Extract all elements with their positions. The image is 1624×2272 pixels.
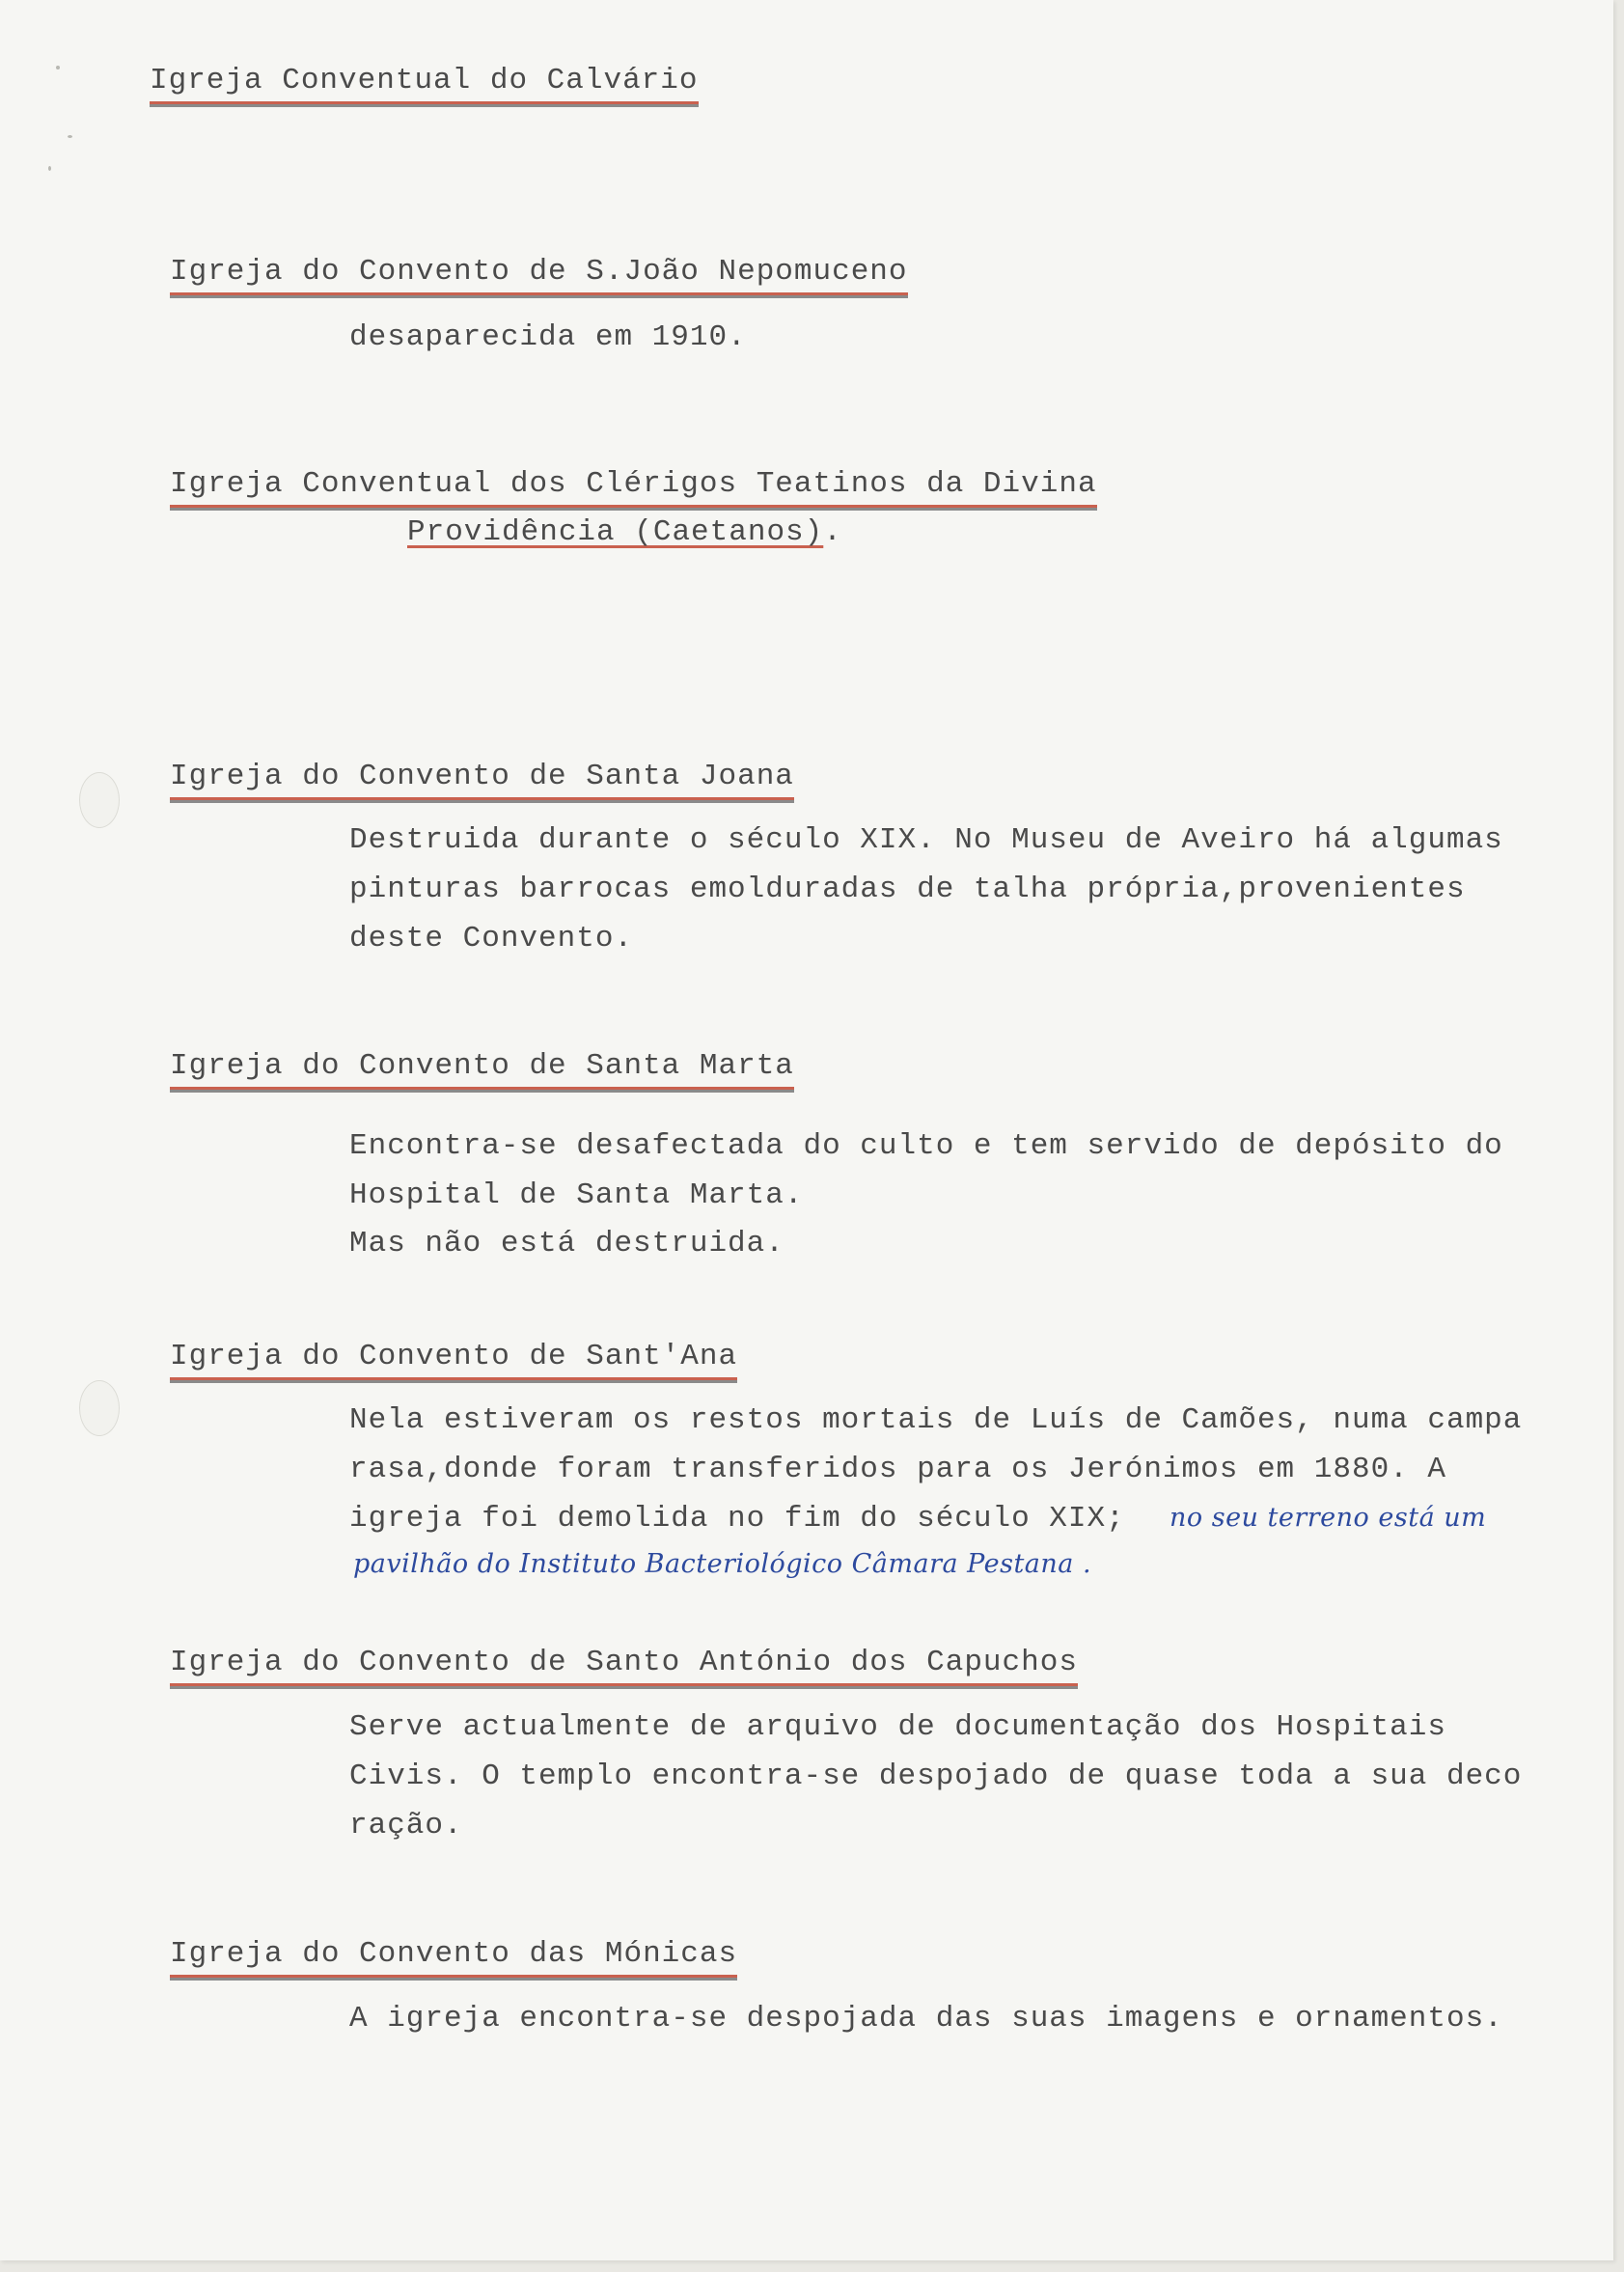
entry-text: A igreja encontra-se despojada das suas imagens e ornamentos. xyxy=(349,2002,1503,2036)
entry-text: Serve actualmente de arquivo de documentação dos Hospitais xyxy=(349,1710,1446,1744)
entry-text: Mas não está destruida. xyxy=(349,1227,784,1261)
paper-speck xyxy=(68,135,72,138)
entry-text: Hospital de Santa Marta. xyxy=(349,1178,804,1212)
entry-heading-continued xyxy=(407,513,842,552)
entry-text: Nela estiveram os restos mortais de Luís de Camões, numa campa xyxy=(349,1403,1523,1437)
entry-heading-line2: Providência (Caetanos) xyxy=(407,515,824,549)
entry-text: igreja foi demolida no fim do século XIX; xyxy=(349,1502,1125,1536)
entry-heading: Igreja do Convento das Mónicas xyxy=(170,1935,737,1978)
entry-text: rasa,donde foram transferidos para os Jerónimos em 1880. A xyxy=(349,1453,1446,1486)
handwritten-note: no seu terreno está um xyxy=(1170,1503,1487,1533)
entry-text: desaparecida em 1910. xyxy=(349,320,747,354)
punch-hole-mark xyxy=(79,1380,120,1436)
entry-text: deste Convento. xyxy=(349,922,634,956)
entry-heading: Igreja do Convento de Santa Joana xyxy=(170,758,794,800)
entry-heading: Igreja do Convento de Sant'Ana xyxy=(170,1338,737,1380)
entry-heading-line2-suffix: . xyxy=(823,515,842,549)
paper-speck xyxy=(48,166,51,171)
entry-text: Civis. O templo encontra-se despojado de quase toda a sua deco xyxy=(349,1759,1523,1793)
entry-text: pinturas barrocas emolduradas de talha própria,provenientes xyxy=(349,873,1466,906)
entry-heading: Igreja do Convento de S.João Nepomuceno xyxy=(170,253,908,295)
entry-text: ração. xyxy=(349,1809,463,1843)
entry-heading: Igreja do Convento de Santa Marta xyxy=(170,1047,794,1090)
paper-speck xyxy=(56,66,60,69)
handwritten-note: pavilhão do Instituto Bacteriológico Câmara Pestana . xyxy=(353,1549,1092,1579)
page-title: Igreja Conventual do Calvário xyxy=(150,62,699,104)
punch-hole-mark xyxy=(79,772,120,828)
entry-text: Destruida durante o século XIX. No Museu de Aveiro há algumas xyxy=(349,823,1503,857)
entry-heading: Igreja do Convento de Santo António dos Capuchos xyxy=(170,1644,1078,1686)
entry-heading: Igreja Conventual dos Clérigos Teatinos da Divina xyxy=(170,465,1097,508)
entry-text: Encontra-se desafectada do culto e tem servido de depósito do xyxy=(349,1129,1503,1163)
